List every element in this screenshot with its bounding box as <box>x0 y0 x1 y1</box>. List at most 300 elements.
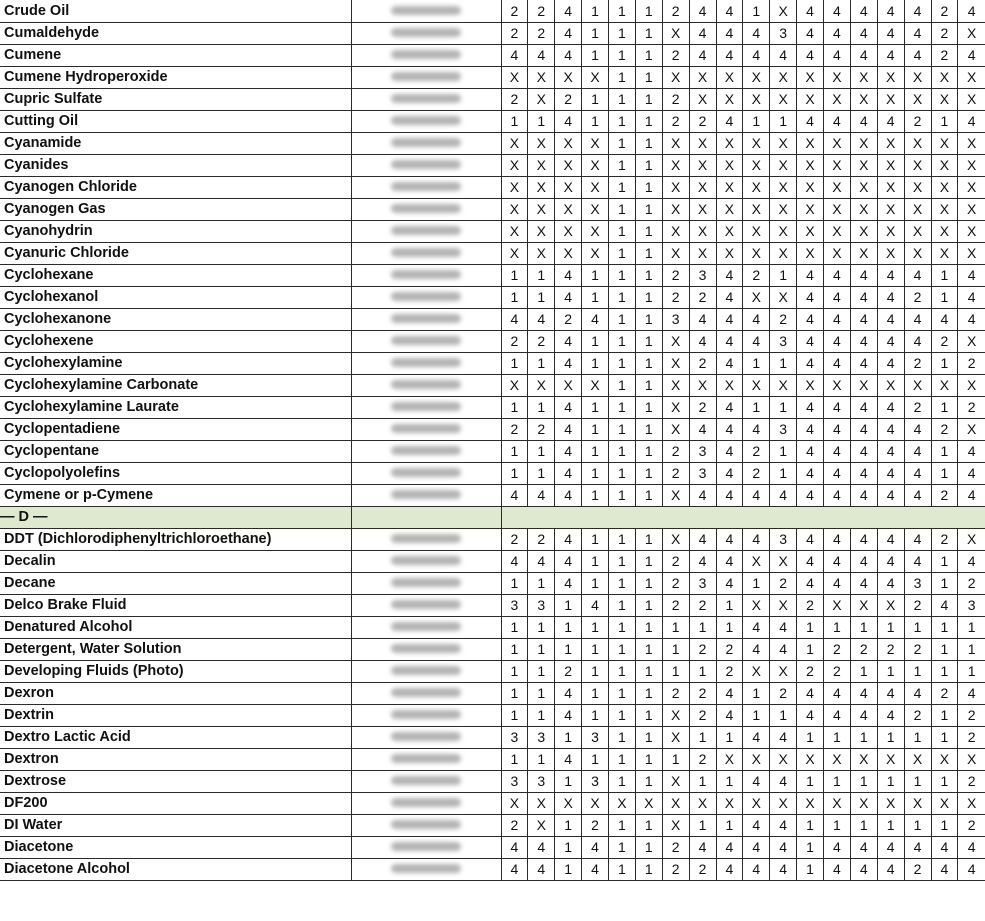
rating-cell: 4 <box>770 638 797 660</box>
rating-cell: 1 <box>931 704 958 726</box>
rating-cell: 2 <box>528 0 555 22</box>
rating-cell: 4 <box>931 858 958 880</box>
rating-cell: 4 <box>528 44 555 66</box>
rating-cell: 1 <box>501 396 528 418</box>
rating-cell: 1 <box>635 308 662 330</box>
rating-cell: 2 <box>716 638 743 660</box>
rating-cell: 4 <box>743 726 770 748</box>
rating-cell: 2 <box>743 264 770 286</box>
rating-cell: X <box>689 66 716 88</box>
rating-cell: X <box>824 594 851 616</box>
rating-cell: 1 <box>635 660 662 682</box>
rating-cell: 2 <box>689 352 716 374</box>
redacted-blur <box>391 666 461 675</box>
rating-cell: 4 <box>797 22 824 44</box>
rating-cell: 1 <box>609 638 636 660</box>
rating-cell: 1 <box>689 814 716 836</box>
rating-cell: 1 <box>528 110 555 132</box>
rating-cell: 1 <box>931 572 958 594</box>
rating-cell: 1 <box>609 286 636 308</box>
chemical-name: Cyclohexanone <box>0 308 351 330</box>
rating-cell: X <box>958 792 985 814</box>
redacted-blur <box>391 160 461 169</box>
rating-cell: 4 <box>797 484 824 506</box>
rating-cell: X <box>662 814 689 836</box>
rating-cell: 1 <box>635 44 662 66</box>
rating-cell: 1 <box>770 462 797 484</box>
rating-cell: 1 <box>904 770 931 792</box>
rating-cell: 1 <box>609 198 636 220</box>
rating-cell: 4 <box>824 572 851 594</box>
chemical-name: Cyanohydrin <box>0 220 351 242</box>
chemical-name: Diacetone Alcohol <box>0 858 351 880</box>
rating-cell: 4 <box>555 572 582 594</box>
rating-cell: X <box>931 66 958 88</box>
rating-cell: X <box>824 242 851 264</box>
rating-cell: 4 <box>958 440 985 462</box>
cas-number-redacted <box>351 638 501 660</box>
rating-cell: 1 <box>770 440 797 462</box>
rating-cell: 4 <box>958 264 985 286</box>
table-row <box>0 66 985 88</box>
chemical-name: Cumene Hydroperoxide <box>0 66 351 88</box>
rating-cell: 1 <box>501 748 528 770</box>
rating-cell: X <box>582 66 609 88</box>
rating-cell: 4 <box>770 616 797 638</box>
rating-cell: 1 <box>635 132 662 154</box>
cas-number-redacted <box>351 858 501 880</box>
rating-cell: X <box>770 242 797 264</box>
rating-cell: X <box>850 198 877 220</box>
chemical-name: Dextrose <box>0 770 351 792</box>
rating-cell: 1 <box>501 110 528 132</box>
chemical-name: DF200 <box>0 792 351 814</box>
rating-cell: 4 <box>824 704 851 726</box>
rating-cell: 1 <box>609 308 636 330</box>
rating-cell: 2 <box>931 22 958 44</box>
rating-cell: 2 <box>528 528 555 550</box>
rating-cell: 4 <box>689 44 716 66</box>
rating-cell: X <box>770 792 797 814</box>
rating-cell: 4 <box>797 396 824 418</box>
rating-cell: 1 <box>609 484 636 506</box>
rating-cell: 1 <box>555 638 582 660</box>
rating-cell: 1 <box>635 0 662 22</box>
rating-cell: 4 <box>716 396 743 418</box>
rating-cell: X <box>770 594 797 616</box>
rating-cell: 4 <box>877 286 904 308</box>
rating-cell: 2 <box>958 396 985 418</box>
rating-cell: 1 <box>635 264 662 286</box>
rating-cell: 2 <box>689 594 716 616</box>
rating-cell: 2 <box>904 704 931 726</box>
rating-cell: 4 <box>555 418 582 440</box>
chemical-name: Decalin <box>0 550 351 572</box>
rating-cell: X <box>635 792 662 814</box>
rating-cell: X <box>904 220 931 242</box>
rating-cell: 1 <box>635 110 662 132</box>
rating-cell: X <box>528 176 555 198</box>
rating-cell: X <box>824 198 851 220</box>
cas-number-redacted <box>351 176 501 198</box>
rating-cell: X <box>662 770 689 792</box>
rating-cell: X <box>582 198 609 220</box>
rating-cell: 4 <box>689 22 716 44</box>
rating-cell: 1 <box>850 660 877 682</box>
rating-cell: 1 <box>770 110 797 132</box>
rating-cell: 1 <box>582 572 609 594</box>
cas-number-redacted <box>351 528 501 550</box>
rating-cell: 4 <box>528 858 555 880</box>
table-row <box>0 220 985 242</box>
rating-cell: 4 <box>743 814 770 836</box>
rating-cell: X <box>528 220 555 242</box>
rating-cell: 1 <box>582 352 609 374</box>
rating-cell: X <box>770 198 797 220</box>
rating-cell: 1 <box>582 704 609 726</box>
redacted-blur <box>391 6 461 15</box>
rating-cell: 1 <box>609 66 636 88</box>
rating-cell: 1 <box>609 704 636 726</box>
redacted-blur <box>391 50 461 59</box>
cas-number-redacted <box>351 374 501 396</box>
rating-cell: 4 <box>797 418 824 440</box>
rating-cell: 4 <box>797 440 824 462</box>
rating-cell: 1 <box>877 770 904 792</box>
rating-cell: X <box>824 88 851 110</box>
rating-cell: X <box>958 748 985 770</box>
rating-cell: 1 <box>635 572 662 594</box>
rating-cell: X <box>716 792 743 814</box>
rating-cell: X <box>716 154 743 176</box>
rating-cell: 1 <box>582 22 609 44</box>
redacted-blur <box>391 776 461 785</box>
rating-cell: X <box>662 132 689 154</box>
rating-cell: X <box>958 418 985 440</box>
rating-cell: 4 <box>716 264 743 286</box>
rating-cell: X <box>958 198 985 220</box>
rating-cell: 4 <box>743 858 770 880</box>
rating-cell: 1 <box>609 110 636 132</box>
rating-cell: X <box>662 330 689 352</box>
rating-cell: 1 <box>609 660 636 682</box>
rating-cell: 2 <box>555 660 582 682</box>
rating-cell: X <box>528 132 555 154</box>
chemical-name: Detergent, Water Solution <box>0 638 351 660</box>
rating-cell: 1 <box>582 440 609 462</box>
rating-cell: 4 <box>716 462 743 484</box>
rating-cell: 1 <box>904 726 931 748</box>
rating-cell: 4 <box>689 550 716 572</box>
rating-cell: 4 <box>850 330 877 352</box>
rating-cell: 4 <box>904 528 931 550</box>
rating-cell: 4 <box>877 858 904 880</box>
rating-cell: 4 <box>743 330 770 352</box>
table-row <box>0 242 985 264</box>
rating-cell: 1 <box>609 440 636 462</box>
rating-cell: X <box>931 154 958 176</box>
rating-cell: 1 <box>528 704 555 726</box>
rating-cell: 1 <box>716 726 743 748</box>
rating-cell: 3 <box>689 440 716 462</box>
chemical-name: Cyanides <box>0 154 351 176</box>
chemical-name: Cyclohexane <box>0 264 351 286</box>
rating-cell: X <box>528 242 555 264</box>
rating-cell: 4 <box>555 0 582 22</box>
rating-cell: 4 <box>797 286 824 308</box>
rating-cell: 4 <box>850 858 877 880</box>
rating-cell: X <box>528 198 555 220</box>
rating-cell: X <box>662 726 689 748</box>
rating-cell: 4 <box>850 352 877 374</box>
rating-cell: 2 <box>958 770 985 792</box>
rating-cell: 4 <box>877 0 904 22</box>
cas-number-redacted <box>351 682 501 704</box>
rating-cell: X <box>743 242 770 264</box>
rating-cell: 4 <box>716 110 743 132</box>
rating-cell: X <box>582 132 609 154</box>
rating-cell: 2 <box>797 660 824 682</box>
rating-cell: 2 <box>689 858 716 880</box>
rating-cell: 4 <box>850 836 877 858</box>
rating-cell: X <box>689 792 716 814</box>
rating-cell: 1 <box>635 528 662 550</box>
rating-cell: X <box>931 176 958 198</box>
table-row <box>0 154 985 176</box>
rating-cell: 1 <box>555 836 582 858</box>
rating-cell: 1 <box>501 682 528 704</box>
redacted-blur <box>391 424 461 433</box>
rating-cell: 2 <box>662 858 689 880</box>
rating-cell: 1 <box>635 352 662 374</box>
rating-cell: 4 <box>555 396 582 418</box>
rating-cell: 1 <box>501 462 528 484</box>
table-row <box>0 748 985 770</box>
rating-cell: 1 <box>635 374 662 396</box>
rating-cell: 2 <box>931 330 958 352</box>
section-d <box>0 506 985 528</box>
table-row <box>0 858 985 880</box>
cas-number-redacted <box>351 132 501 154</box>
rating-cell: X <box>797 66 824 88</box>
rating-cell: X <box>555 220 582 242</box>
rating-cell: 4 <box>797 110 824 132</box>
rating-cell: 4 <box>850 0 877 22</box>
rating-cell: 4 <box>904 440 931 462</box>
rating-cell: 1 <box>609 132 636 154</box>
rating-cell: 1 <box>743 352 770 374</box>
rating-cell: 1 <box>635 66 662 88</box>
rating-cell: 4 <box>689 308 716 330</box>
rating-cell: 4 <box>689 528 716 550</box>
rating-cell: 1 <box>662 638 689 660</box>
rating-cell: 4 <box>850 550 877 572</box>
rating-cell: 4 <box>770 484 797 506</box>
redacted-blur <box>391 336 461 345</box>
rating-cell: 4 <box>850 528 877 550</box>
rating-cell: 2 <box>958 572 985 594</box>
rating-cell: X <box>958 132 985 154</box>
rating-cell: X <box>716 242 743 264</box>
rating-cell: 1 <box>931 550 958 572</box>
rating-cell: X <box>797 748 824 770</box>
rating-cell: 1 <box>635 286 662 308</box>
chemical-name: Cumene <box>0 44 351 66</box>
chemical-name: Cymene or p-Cymene <box>0 484 351 506</box>
rating-cell: X <box>770 154 797 176</box>
rating-cell: X <box>501 176 528 198</box>
rating-cell: X <box>743 374 770 396</box>
rating-cell: 1 <box>635 440 662 462</box>
rating-cell: 4 <box>743 528 770 550</box>
cas-number-redacted <box>351 792 501 814</box>
redacted-blur <box>391 94 461 103</box>
rating-cell: 1 <box>877 616 904 638</box>
rating-cell: 4 <box>824 0 851 22</box>
rating-cell: X <box>958 528 985 550</box>
rating-cell: 2 <box>662 682 689 704</box>
rating-cell: 1 <box>931 616 958 638</box>
rating-cell: 4 <box>850 418 877 440</box>
rating-cell: 4 <box>528 550 555 572</box>
rating-cell: 1 <box>609 550 636 572</box>
rating-cell: 3 <box>528 726 555 748</box>
rating-cell: 4 <box>904 22 931 44</box>
rating-cell: 4 <box>958 110 985 132</box>
rating-cell: 2 <box>662 110 689 132</box>
rating-cell: X <box>662 418 689 440</box>
rating-cell: 2 <box>582 814 609 836</box>
rating-cell: 1 <box>635 594 662 616</box>
chemical-name: Cyclopentane <box>0 440 351 462</box>
table-row <box>0 594 985 616</box>
rating-cell: 2 <box>501 814 528 836</box>
rating-cell: 4 <box>555 330 582 352</box>
rating-cell: 4 <box>877 550 904 572</box>
rating-cell: 1 <box>609 616 636 638</box>
rating-cell: X <box>689 132 716 154</box>
redacted-blur <box>391 292 461 301</box>
rating-cell: 1 <box>555 814 582 836</box>
rating-cell: 1 <box>931 660 958 682</box>
rating-cell: 4 <box>716 440 743 462</box>
rating-cell: X <box>797 242 824 264</box>
rating-cell: X <box>931 242 958 264</box>
rating-cell: 4 <box>850 286 877 308</box>
section-fill <box>501 506 985 528</box>
rating-cell: 1 <box>635 154 662 176</box>
rating-cell: 4 <box>770 44 797 66</box>
rating-cell: 1 <box>743 704 770 726</box>
chemical-name: Cyanogen Gas <box>0 198 351 220</box>
rating-cell: 4 <box>555 704 582 726</box>
chemical-name: Decane <box>0 572 351 594</box>
rating-cell: 1 <box>689 726 716 748</box>
rating-cell: 1 <box>582 44 609 66</box>
rating-cell: 1 <box>662 616 689 638</box>
rating-cell: 2 <box>770 682 797 704</box>
rating-cell: 1 <box>635 396 662 418</box>
rating-cell: 1 <box>635 484 662 506</box>
rating-cell: X <box>904 132 931 154</box>
rating-cell: X <box>501 220 528 242</box>
rating-cell: 4 <box>824 286 851 308</box>
rating-cell: X <box>689 374 716 396</box>
rating-cell: 1 <box>609 572 636 594</box>
rating-cell: X <box>770 66 797 88</box>
rating-cell: 4 <box>904 418 931 440</box>
rating-cell: X <box>877 594 904 616</box>
rating-cell: 4 <box>850 22 877 44</box>
redacted-blur <box>391 864 461 873</box>
rating-cell: 1 <box>501 572 528 594</box>
rating-cell: 3 <box>582 770 609 792</box>
rating-cell: X <box>877 242 904 264</box>
rating-cell: 4 <box>958 484 985 506</box>
rating-cell: X <box>770 550 797 572</box>
rating-cell: 1 <box>582 550 609 572</box>
chemical-name: Cumaldehyde <box>0 22 351 44</box>
cas-number-redacted <box>351 726 501 748</box>
rating-cell: 3 <box>528 770 555 792</box>
rating-cell: 4 <box>850 110 877 132</box>
table-row <box>0 352 985 374</box>
rating-cell: 1 <box>609 176 636 198</box>
rating-cell: 4 <box>689 836 716 858</box>
chemical-name: DDT (Dichlorodiphenyltrichloroethane) <box>0 528 351 550</box>
rating-cell: 4 <box>850 572 877 594</box>
rating-cell: X <box>528 374 555 396</box>
rating-cell: 4 <box>797 550 824 572</box>
rating-cell: 1 <box>609 374 636 396</box>
rating-cell: X <box>850 176 877 198</box>
rating-cell: 1 <box>609 264 636 286</box>
rating-cell: 1 <box>609 814 636 836</box>
redacted-blur <box>391 138 461 147</box>
rating-cell: 1 <box>770 396 797 418</box>
rating-cell: 1 <box>770 264 797 286</box>
rating-cell: 1 <box>743 0 770 22</box>
rating-cell: 3 <box>958 594 985 616</box>
rating-cell: 4 <box>716 682 743 704</box>
rating-cell: 2 <box>904 858 931 880</box>
rating-cell: X <box>797 154 824 176</box>
rating-cell: 1 <box>689 616 716 638</box>
rating-cell: 4 <box>716 704 743 726</box>
rating-cell: 4 <box>931 836 958 858</box>
rating-cell: 4 <box>555 286 582 308</box>
rating-cell: 4 <box>797 528 824 550</box>
rating-cell: X <box>850 88 877 110</box>
redacted-blur <box>391 358 461 367</box>
redacted-blur <box>391 798 461 807</box>
rating-cell: 4 <box>877 484 904 506</box>
rating-cell: 4 <box>824 528 851 550</box>
rating-cell: 4 <box>716 550 743 572</box>
rating-cell: 1 <box>555 858 582 880</box>
section-header-row <box>0 506 985 528</box>
rating-cell: X <box>877 154 904 176</box>
rating-cell: 4 <box>850 704 877 726</box>
rating-cell: 1 <box>797 770 824 792</box>
rating-cell: 4 <box>877 308 904 330</box>
rating-cell: 1 <box>528 462 555 484</box>
rating-cell: 2 <box>501 528 528 550</box>
rating-cell: 1 <box>958 660 985 682</box>
rating-cell: 1 <box>931 352 958 374</box>
cas-number-redacted <box>351 330 501 352</box>
rating-cell: 4 <box>904 484 931 506</box>
